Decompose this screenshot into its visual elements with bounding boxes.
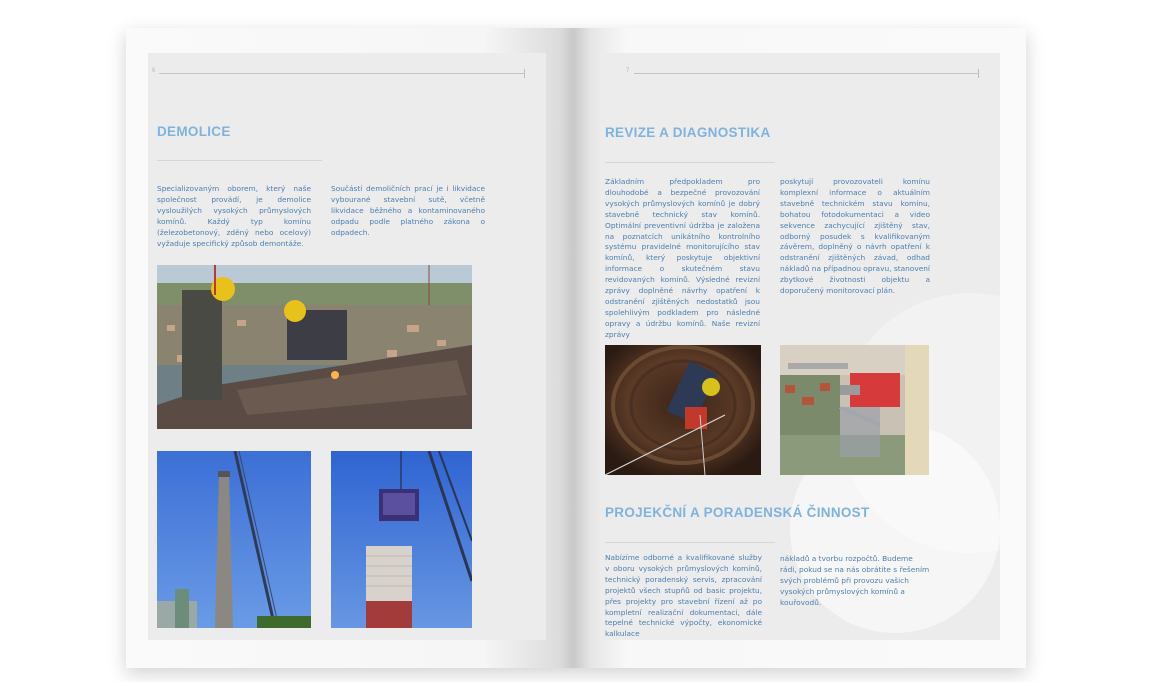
projekcni-paragraph-1: Nabízíme odborné a kvalifikované služby v oboru vysokých průmyslových komínů, technický poradenský servis, zpracování projektů všech stupňů od basic projektu, přes projekty pro stavební řízení až po kompletní realizační dokumentaci, dále tepelné technické výpočty, ekonomické kalkulace <box>605 553 762 639</box>
header-rule-tick <box>978 69 979 78</box>
left-page <box>126 28 573 668</box>
demolice-paragraph-1: Specializovaným oborem, který naše společnost provádí, je demolice vysloužilých vysokých průmyslových komínů. Každý typ komínu (železobetonový, zděný nebo ocelový) vyžaduje specifický způsob demontáže. <box>157 184 311 248</box>
header-rule <box>634 73 978 74</box>
chimney-top-cutting-workers-photo <box>157 265 472 429</box>
section-heading-demolice: DEMOLICE <box>157 124 231 139</box>
right-content-panel <box>600 53 1000 640</box>
heading-separator <box>605 542 775 543</box>
section-heading-projekcni: PROJEKČNÍ A PORADENSKÁ ČINNOST <box>605 505 870 520</box>
page-number: 7 <box>626 68 630 74</box>
page-number: 6 <box>152 68 156 74</box>
heading-separator <box>157 160 322 161</box>
revize-paragraph-1: Základním předpokladem pro dlouhodobé a bezpečné provozování vysokých průmyslových komínů je dobrý stavebně technický stav komínů. Optimální preventivní údržba je založena na poznatcích unikátního kontrolního systému pravidelné monitorujícího stav komínů, který poskytuje objektivní informace o skutečném stavu revidovaných komínů. Výsledné revizní zprávy doplněné návrhy opatření k odstranění zjištěných nedostatků jsou spolehlivým podkladem pro následné opravy a údržbu komínů. Naše revizní zprávy <box>605 177 760 339</box>
brochure-spread <box>126 28 1026 668</box>
header-rule-tick <box>524 69 525 78</box>
header-rule <box>159 73 525 74</box>
left-content-panel <box>148 53 546 640</box>
drilling-machine-photo <box>780 345 929 475</box>
worker-inside-chimney-photo <box>605 345 761 475</box>
demolice-paragraph-2: Součástí demoličních prací je i likvidace vybourané stavební sutě, včetně likvidace běžného a kontaminovaného odpadu podle platného zákona o odpadech. <box>331 184 485 237</box>
projekcni-paragraph-2: nákladů a tvorbu rozpočtů. Budeme rádi, pokud se na nás obrátíte s řešením svých problémů při provozu vašich vysokých průmyslových komínů a kouřovodů. <box>780 554 930 607</box>
chimney-with-crane-photo <box>157 451 311 628</box>
right-page <box>573 28 1026 668</box>
revize-paragraph-2: poskytují provozovateli komínu komplexní informace o aktuálním stavebně technickém stavu komínu, bohatou fotodokumentaci a video sekvence zachycující zjištěný stav, odborný posudek s kvalifikovaným závěrem, doplněný o návrh opatření k odstranění zjištěných závad, odhad nákladů na případnou opravu, stanovení zbytkové životnosti objektu a doporučený monitorovací plán. <box>780 177 930 296</box>
crane-bucket-demolition-photo <box>331 451 472 628</box>
section-heading-revize: REVIZE A DIAGNOSTIKA <box>605 125 771 140</box>
heading-separator <box>605 162 775 163</box>
